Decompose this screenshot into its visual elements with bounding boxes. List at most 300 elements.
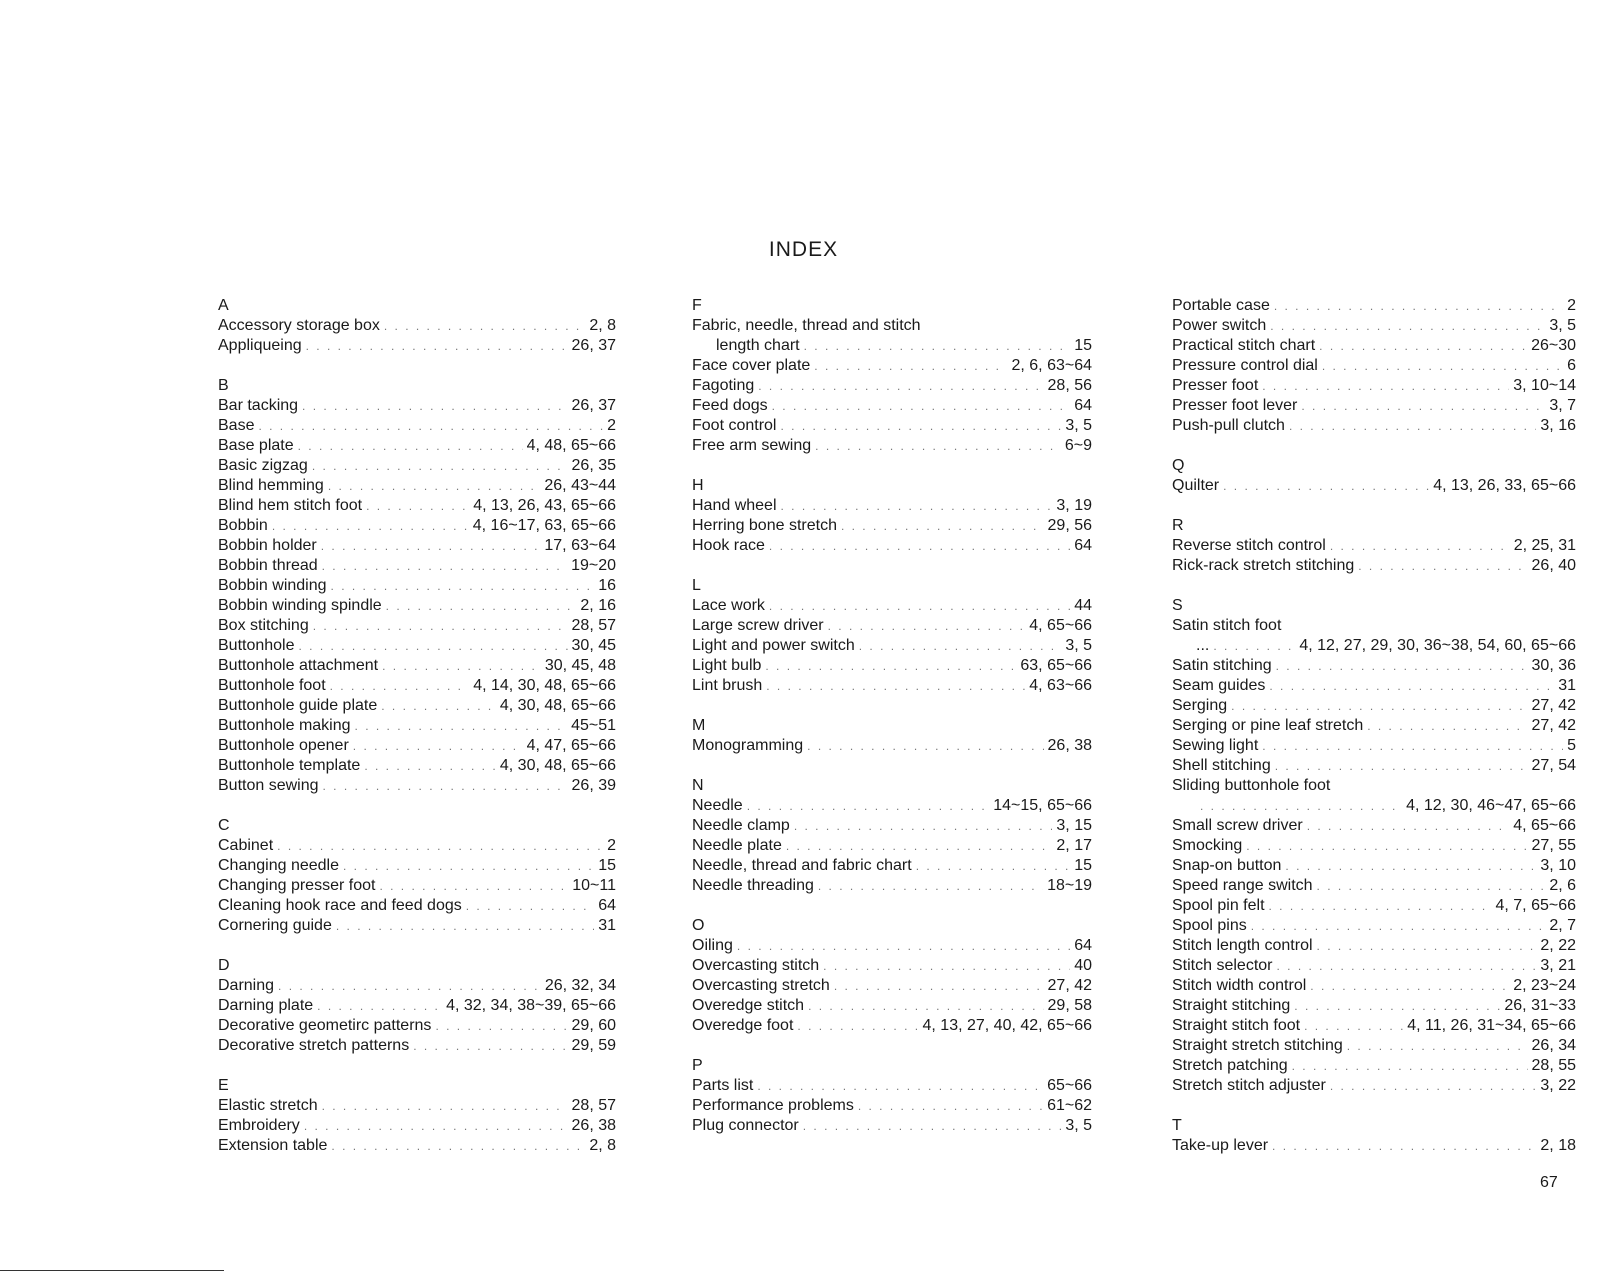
index-term: Extension table <box>218 1137 328 1154</box>
index-pages: 64 <box>1074 397 1092 414</box>
index-term: Stretch patching <box>1172 1057 1288 1074</box>
index-entry <box>218 636 616 656</box>
dot-leader <box>1276 956 1536 976</box>
section-letter: R <box>1172 517 1184 534</box>
dot-leader <box>1304 1016 1403 1036</box>
index-term: Free arm sewing <box>692 437 812 454</box>
index-pages: 45~51 <box>571 717 616 734</box>
index-entry <box>218 696 616 716</box>
index-term: Bobbin <box>218 517 268 534</box>
index-term: Lint brush <box>692 677 763 694</box>
index-column-3 <box>1172 296 1576 1156</box>
section-letter: S <box>1172 597 1183 614</box>
dot-leader <box>828 616 1026 636</box>
index-pages: 64 <box>1074 537 1092 554</box>
index-entry <box>1172 696 1576 716</box>
dot-leader <box>747 796 990 816</box>
dot-leader <box>1294 996 1500 1016</box>
index-term: Changing presser foot <box>218 877 376 894</box>
index-term: Decorative stretch patterns <box>218 1037 410 1054</box>
section-letter: H <box>692 477 704 494</box>
index-pages: 27, 54 <box>1531 757 1576 774</box>
dot-leader <box>1223 476 1429 496</box>
dot-leader <box>1262 376 1509 396</box>
index-pages: 2, 8 <box>589 1137 616 1154</box>
index-term: Overcasting stretch <box>692 977 830 994</box>
index-term: Needle plate <box>692 837 782 854</box>
index-pages: 26, 43~44 <box>544 477 616 494</box>
index-entry <box>1172 1036 1576 1056</box>
index-entry <box>1172 736 1576 756</box>
dot-leader <box>1213 636 1295 656</box>
index-section <box>218 296 616 356</box>
dot-leader <box>823 956 1070 976</box>
index-entry <box>692 856 1092 876</box>
index-pages: 3, 22 <box>1540 1077 1576 1094</box>
index-term: Practical stitch chart <box>1172 337 1316 354</box>
dot-leader <box>1274 296 1563 316</box>
index-entry <box>218 536 616 556</box>
index-section <box>1172 516 1576 576</box>
dot-leader <box>302 396 567 416</box>
dot-leader <box>834 976 1044 996</box>
index-pages: 29, 56 <box>1047 517 1092 534</box>
index-term: Stretch stitch adjuster <box>1172 1077 1326 1094</box>
dot-leader <box>435 1016 567 1036</box>
index-pages: 3, 5 <box>1065 417 1092 434</box>
dot-leader <box>1262 736 1563 756</box>
index-pages: 3, 16 <box>1540 417 1576 434</box>
index-section <box>692 1056 1092 1136</box>
index-section <box>1172 296 1576 436</box>
index-term: Spool pin felt <box>1172 897 1265 914</box>
index-term: Performance problems <box>692 1097 854 1114</box>
index-entry <box>692 816 1092 836</box>
dot-leader <box>1270 316 1545 336</box>
index-entry <box>1172 796 1576 816</box>
dot-leader <box>313 616 568 636</box>
index-entry <box>1172 716 1576 736</box>
index-pages: 26, 34 <box>1531 1037 1576 1054</box>
dot-leader <box>814 356 1007 376</box>
index-pages: 28, 56 <box>1047 377 1092 394</box>
section-letter: D <box>218 957 230 974</box>
index-term: Satin stitching <box>1172 657 1272 674</box>
index-pages: 26, 37 <box>571 337 616 354</box>
index-pages: 30, 45, 48 <box>544 657 616 674</box>
index-entry <box>218 736 616 756</box>
index-term: Buttonhole attachment <box>218 657 379 674</box>
section-letter: L <box>692 577 701 594</box>
index-pages: 31 <box>1558 677 1576 694</box>
index-term: Darning <box>218 977 275 994</box>
index-section <box>218 376 616 796</box>
dot-leader <box>1330 536 1510 556</box>
index-section <box>692 916 1092 1036</box>
index-pages: 26, 32, 34 <box>544 977 616 994</box>
index-section <box>692 576 1092 696</box>
index-entry <box>218 316 616 336</box>
dot-leader <box>304 1116 568 1136</box>
index-term: Base plate <box>218 437 294 454</box>
index-section <box>692 476 1092 556</box>
index-pages: 27, 42 <box>1531 697 1576 714</box>
dot-leader <box>317 996 442 1016</box>
index-term: Hand wheel <box>692 497 777 514</box>
dot-leader <box>1269 676 1554 696</box>
dot-leader <box>1200 796 1402 816</box>
index-term: Hook race <box>692 537 765 554</box>
index-entry <box>218 656 616 676</box>
index-term: Accessory storage box <box>218 317 380 334</box>
index-entry <box>218 396 616 416</box>
section-letter: O <box>692 917 705 934</box>
index-entry <box>218 836 616 856</box>
index-pages: 29, 60 <box>571 1017 616 1034</box>
index-pages: 3, 21 <box>1540 957 1576 974</box>
dot-leader <box>858 1096 1043 1116</box>
index-pages: 4, 65~66 <box>1513 817 1576 834</box>
index-term: Take-up lever <box>1172 1137 1269 1154</box>
dot-leader <box>737 936 1070 956</box>
dot-leader <box>384 316 585 336</box>
dot-leader <box>1347 1036 1528 1056</box>
index-entry <box>1172 636 1576 656</box>
dot-leader <box>306 336 568 356</box>
index-term-continuation: length chart <box>716 337 800 354</box>
dot-leader <box>1275 756 1528 776</box>
index-term: Feed dogs <box>692 397 768 414</box>
index-term: Presser foot <box>1172 377 1259 394</box>
index-entry <box>1172 1076 1576 1096</box>
index-pages: 2, 23~24 <box>1513 977 1576 994</box>
dot-leader <box>859 636 1062 656</box>
dot-leader <box>328 476 541 496</box>
index-pages: 14~15, 65~66 <box>993 797 1092 814</box>
index-term: Fabric, needle, thread and stitch <box>692 317 921 334</box>
index-entry <box>218 756 616 776</box>
dot-leader <box>808 996 1043 1016</box>
section-letter: C <box>218 817 230 834</box>
index-entry <box>692 356 1092 376</box>
index-entry <box>1172 396 1576 416</box>
index-entry <box>218 976 616 996</box>
index-pages: 4, 63~66 <box>1029 677 1092 694</box>
dot-leader <box>323 776 568 796</box>
dot-leader <box>1322 356 1563 376</box>
index-entry <box>1172 356 1576 376</box>
index-pages: 4, 14, 30, 48, 65~66 <box>473 677 616 694</box>
index-entry <box>692 956 1092 976</box>
dot-leader <box>321 536 541 556</box>
dot-leader <box>916 856 1071 876</box>
dot-leader <box>1272 1136 1536 1156</box>
index-entry <box>1172 676 1576 696</box>
index-term: Cornering guide <box>218 917 332 934</box>
index-term: Small screw driver <box>1172 817 1303 834</box>
dot-leader <box>298 436 523 456</box>
index-pages: 10~11 <box>572 877 616 894</box>
index-pages: 2, 18 <box>1540 1137 1576 1154</box>
index-pages: 4, 13, 26, 33, 65~66 <box>1433 477 1576 494</box>
index-term: Push-pull clutch <box>1172 417 1285 434</box>
index-pages: 26, 39 <box>571 777 616 794</box>
index-term: Foot control <box>692 417 777 434</box>
index-term: Oiling <box>692 937 733 954</box>
index-term: Face cover plate <box>692 357 811 374</box>
index-entry <box>692 1076 1092 1096</box>
index-term: Bobbin winding <box>218 577 327 594</box>
index-entry <box>692 636 1092 656</box>
index-pages: 26, 40 <box>1531 557 1576 574</box>
index-entry <box>692 376 1092 396</box>
index-entry <box>1172 816 1576 836</box>
dot-leader <box>1276 656 1528 676</box>
index-term: Base <box>218 417 255 434</box>
index-entry <box>218 616 616 636</box>
index-term: Power switch <box>1172 317 1267 334</box>
index-term: Needle, thread and fabric chart <box>692 857 912 874</box>
index-pages: 4, 13, 27, 40, 42, 65~66 <box>922 1017 1092 1034</box>
index-entry <box>218 416 616 436</box>
index-term: Reverse stitch control <box>1172 537 1326 554</box>
dot-leader <box>1358 556 1527 576</box>
index-term: Spool pins <box>1172 917 1247 934</box>
index-term: Rick-rack stretch stitching <box>1172 557 1355 574</box>
dot-leader <box>366 496 469 516</box>
dot-leader <box>803 1116 1062 1136</box>
dot-leader <box>312 456 568 476</box>
index-section <box>1172 1116 1576 1156</box>
dot-leader <box>364 756 496 776</box>
index-term: Box stitching <box>218 617 309 634</box>
index-term: Speed range switch <box>1172 877 1313 894</box>
index-pages: 4, 30, 48, 65~66 <box>499 697 616 714</box>
dot-leader <box>330 676 470 696</box>
index-entry <box>1172 996 1576 1016</box>
dot-leader <box>841 516 1044 536</box>
index-pages: 4, 12, 27, 29, 30, 36~38, 54, 60, 65~66 <box>1299 637 1576 654</box>
index-term: Blind hem stitch foot <box>218 497 363 514</box>
index-term: Lace work <box>692 597 765 614</box>
index-entry <box>218 336 616 356</box>
index-term: Cleaning hook race and feed dogs <box>218 897 462 914</box>
index-pages: 64 <box>1074 937 1092 954</box>
index-pages: 5 <box>1567 737 1576 754</box>
index-pages: 3, 5 <box>1065 1117 1092 1134</box>
index-entry <box>218 876 616 896</box>
index-term: Changing needle <box>218 857 339 874</box>
dot-leader <box>322 1096 568 1116</box>
dot-leader <box>299 636 568 656</box>
dot-leader <box>1307 816 1510 836</box>
index-pages: 27, 42 <box>1531 717 1576 734</box>
index-pages: 26, 35 <box>571 457 616 474</box>
dot-leader <box>355 716 568 736</box>
section-letter: Q <box>1172 457 1185 474</box>
index-term: Monogramming <box>692 737 804 754</box>
index-entry <box>692 616 1092 636</box>
index-term: Pressure control dial <box>1172 357 1318 374</box>
index-pages: 6~9 <box>1064 437 1092 454</box>
dot-leader <box>1301 396 1545 416</box>
dot-leader <box>413 1036 567 1056</box>
index-entry <box>218 456 616 476</box>
index-entry <box>692 436 1092 456</box>
section-letter: T <box>1172 1117 1182 1134</box>
index-term: Fagoting <box>692 377 755 394</box>
index-entry <box>692 736 1092 756</box>
index-entry <box>1172 836 1576 856</box>
index-pages: 64 <box>598 897 616 914</box>
dot-leader <box>1317 936 1537 956</box>
index-pages: 2, 17 <box>1056 837 1092 854</box>
index-section <box>692 716 1092 756</box>
index-pages: 3, 15 <box>1056 817 1092 834</box>
index-term: Serging <box>1172 697 1228 714</box>
dot-leader <box>379 876 568 896</box>
dot-leader <box>807 736 1043 756</box>
index-section <box>218 1076 616 1156</box>
index-entry <box>692 516 1092 536</box>
index-pages: 63, 65~66 <box>1020 657 1092 674</box>
index-pages: 15 <box>598 857 616 874</box>
dot-leader <box>1289 416 1536 436</box>
index-entry <box>218 436 616 456</box>
index-term: Buttonhole foot <box>218 677 326 694</box>
dot-leader <box>258 416 603 436</box>
dot-leader <box>382 656 541 676</box>
index-pages: 2, 7 <box>1549 917 1576 934</box>
index-pages: 30, 36 <box>1531 657 1576 674</box>
dot-leader <box>1246 836 1527 856</box>
index-term: Elastic stretch <box>218 1097 318 1114</box>
index-pages: 31 <box>598 917 616 934</box>
index-pages: 15 <box>1074 857 1092 874</box>
index-entry <box>1172 1016 1576 1036</box>
section-letter: E <box>218 1077 229 1094</box>
index-entry <box>218 916 616 936</box>
bottom-rule <box>0 1270 224 1271</box>
index-pages: 2, 8 <box>589 317 616 334</box>
section-letter: P <box>692 1057 703 1074</box>
dot-leader <box>331 576 595 596</box>
index-term: Stitch length control <box>1172 937 1313 954</box>
index-term: Light and power switch <box>692 637 855 654</box>
index-pages: 44 <box>1074 597 1092 614</box>
index-entry <box>692 836 1092 856</box>
index-entry <box>1172 1136 1576 1156</box>
index-section <box>1172 456 1576 496</box>
index-pages: 2, 16 <box>580 597 616 614</box>
index-entry <box>692 1116 1092 1136</box>
index-pages: 30, 45 <box>571 637 616 654</box>
index-entry <box>692 796 1092 816</box>
index-entry <box>218 556 616 576</box>
index-entry <box>1172 416 1576 436</box>
index-entry <box>218 856 616 876</box>
index-pages: 6 <box>1567 357 1576 374</box>
index-term: Needle clamp <box>692 817 790 834</box>
index-pages: 26, 31~33 <box>1504 997 1576 1014</box>
index-entry <box>218 476 616 496</box>
section-letter: B <box>218 377 229 394</box>
index-entry <box>692 996 1092 1016</box>
dot-leader <box>765 656 1016 676</box>
index-entry <box>1172 556 1576 576</box>
index-entry <box>1172 956 1576 976</box>
index-pages: 2 <box>607 837 616 854</box>
dot-leader <box>1367 716 1527 736</box>
dot-leader <box>794 816 1053 836</box>
index-entry <box>692 336 1092 356</box>
index-term: Basic zigzag <box>218 457 308 474</box>
index-entry <box>1172 476 1576 496</box>
dot-leader <box>769 536 1070 556</box>
index-entry <box>1172 536 1576 556</box>
index-entry <box>1172 336 1576 356</box>
index-term: Shell stitching <box>1172 757 1271 774</box>
dot-leader <box>1285 856 1536 876</box>
dot-leader <box>818 876 1043 896</box>
index-pages: 3, 5 <box>1549 317 1576 334</box>
section-letter: A <box>218 297 229 314</box>
dot-leader <box>766 676 1025 696</box>
dot-leader <box>331 1136 585 1156</box>
index-entry <box>692 536 1092 556</box>
dot-leader <box>769 596 1070 616</box>
index-entry <box>218 716 616 736</box>
index-term: Stitch selector <box>1172 957 1273 974</box>
index-term: Overedge foot <box>692 1017 794 1034</box>
index-pages: 4, 7, 65~66 <box>1495 897 1576 914</box>
index-term: Snap-on button <box>1172 857 1282 874</box>
index-pages: 3, 10 <box>1540 857 1576 874</box>
index-term: Quilter <box>1172 477 1220 494</box>
dot-leader <box>322 556 567 576</box>
index-term: Light bulb <box>692 657 762 674</box>
index-term: Appliqueing <box>218 337 302 354</box>
index-pages: 40 <box>1074 957 1092 974</box>
index-term: Bar tacking <box>218 397 299 414</box>
index-entry <box>218 1016 616 1036</box>
index-entry <box>1172 916 1576 936</box>
index-pages: 29, 59 <box>571 1037 616 1054</box>
index-entry <box>1172 896 1576 916</box>
index-entry <box>1172 756 1576 776</box>
index-term: Buttonhole <box>218 637 295 654</box>
index-pages: 15 <box>1074 337 1092 354</box>
dot-leader <box>781 496 1053 516</box>
index-pages: 4, 32, 34, 38~39, 65~66 <box>446 997 616 1014</box>
index-entry <box>692 496 1092 516</box>
index-term: Satin stitch foot <box>1172 617 1282 634</box>
index-term: Bobbin holder <box>218 537 317 554</box>
index-entry <box>218 576 616 596</box>
index-term: Straight stitching <box>1172 997 1291 1014</box>
index-pages: 4, 11, 26, 31~34, 65~66 <box>1407 1017 1576 1034</box>
index-term-continuation: ... <box>1196 637 1210 654</box>
page-title: INDEX <box>768 238 839 261</box>
index-pages: 3, 7 <box>1549 397 1576 414</box>
index-pages: 26~30 <box>1531 337 1576 354</box>
index-pages: 2, 6, 63~64 <box>1011 357 1092 374</box>
index-entry <box>1172 376 1576 396</box>
index-section <box>218 956 616 1056</box>
dot-leader <box>1251 916 1546 936</box>
dot-leader <box>786 836 1053 856</box>
index-pages: 4, 48, 65~66 <box>526 437 616 454</box>
